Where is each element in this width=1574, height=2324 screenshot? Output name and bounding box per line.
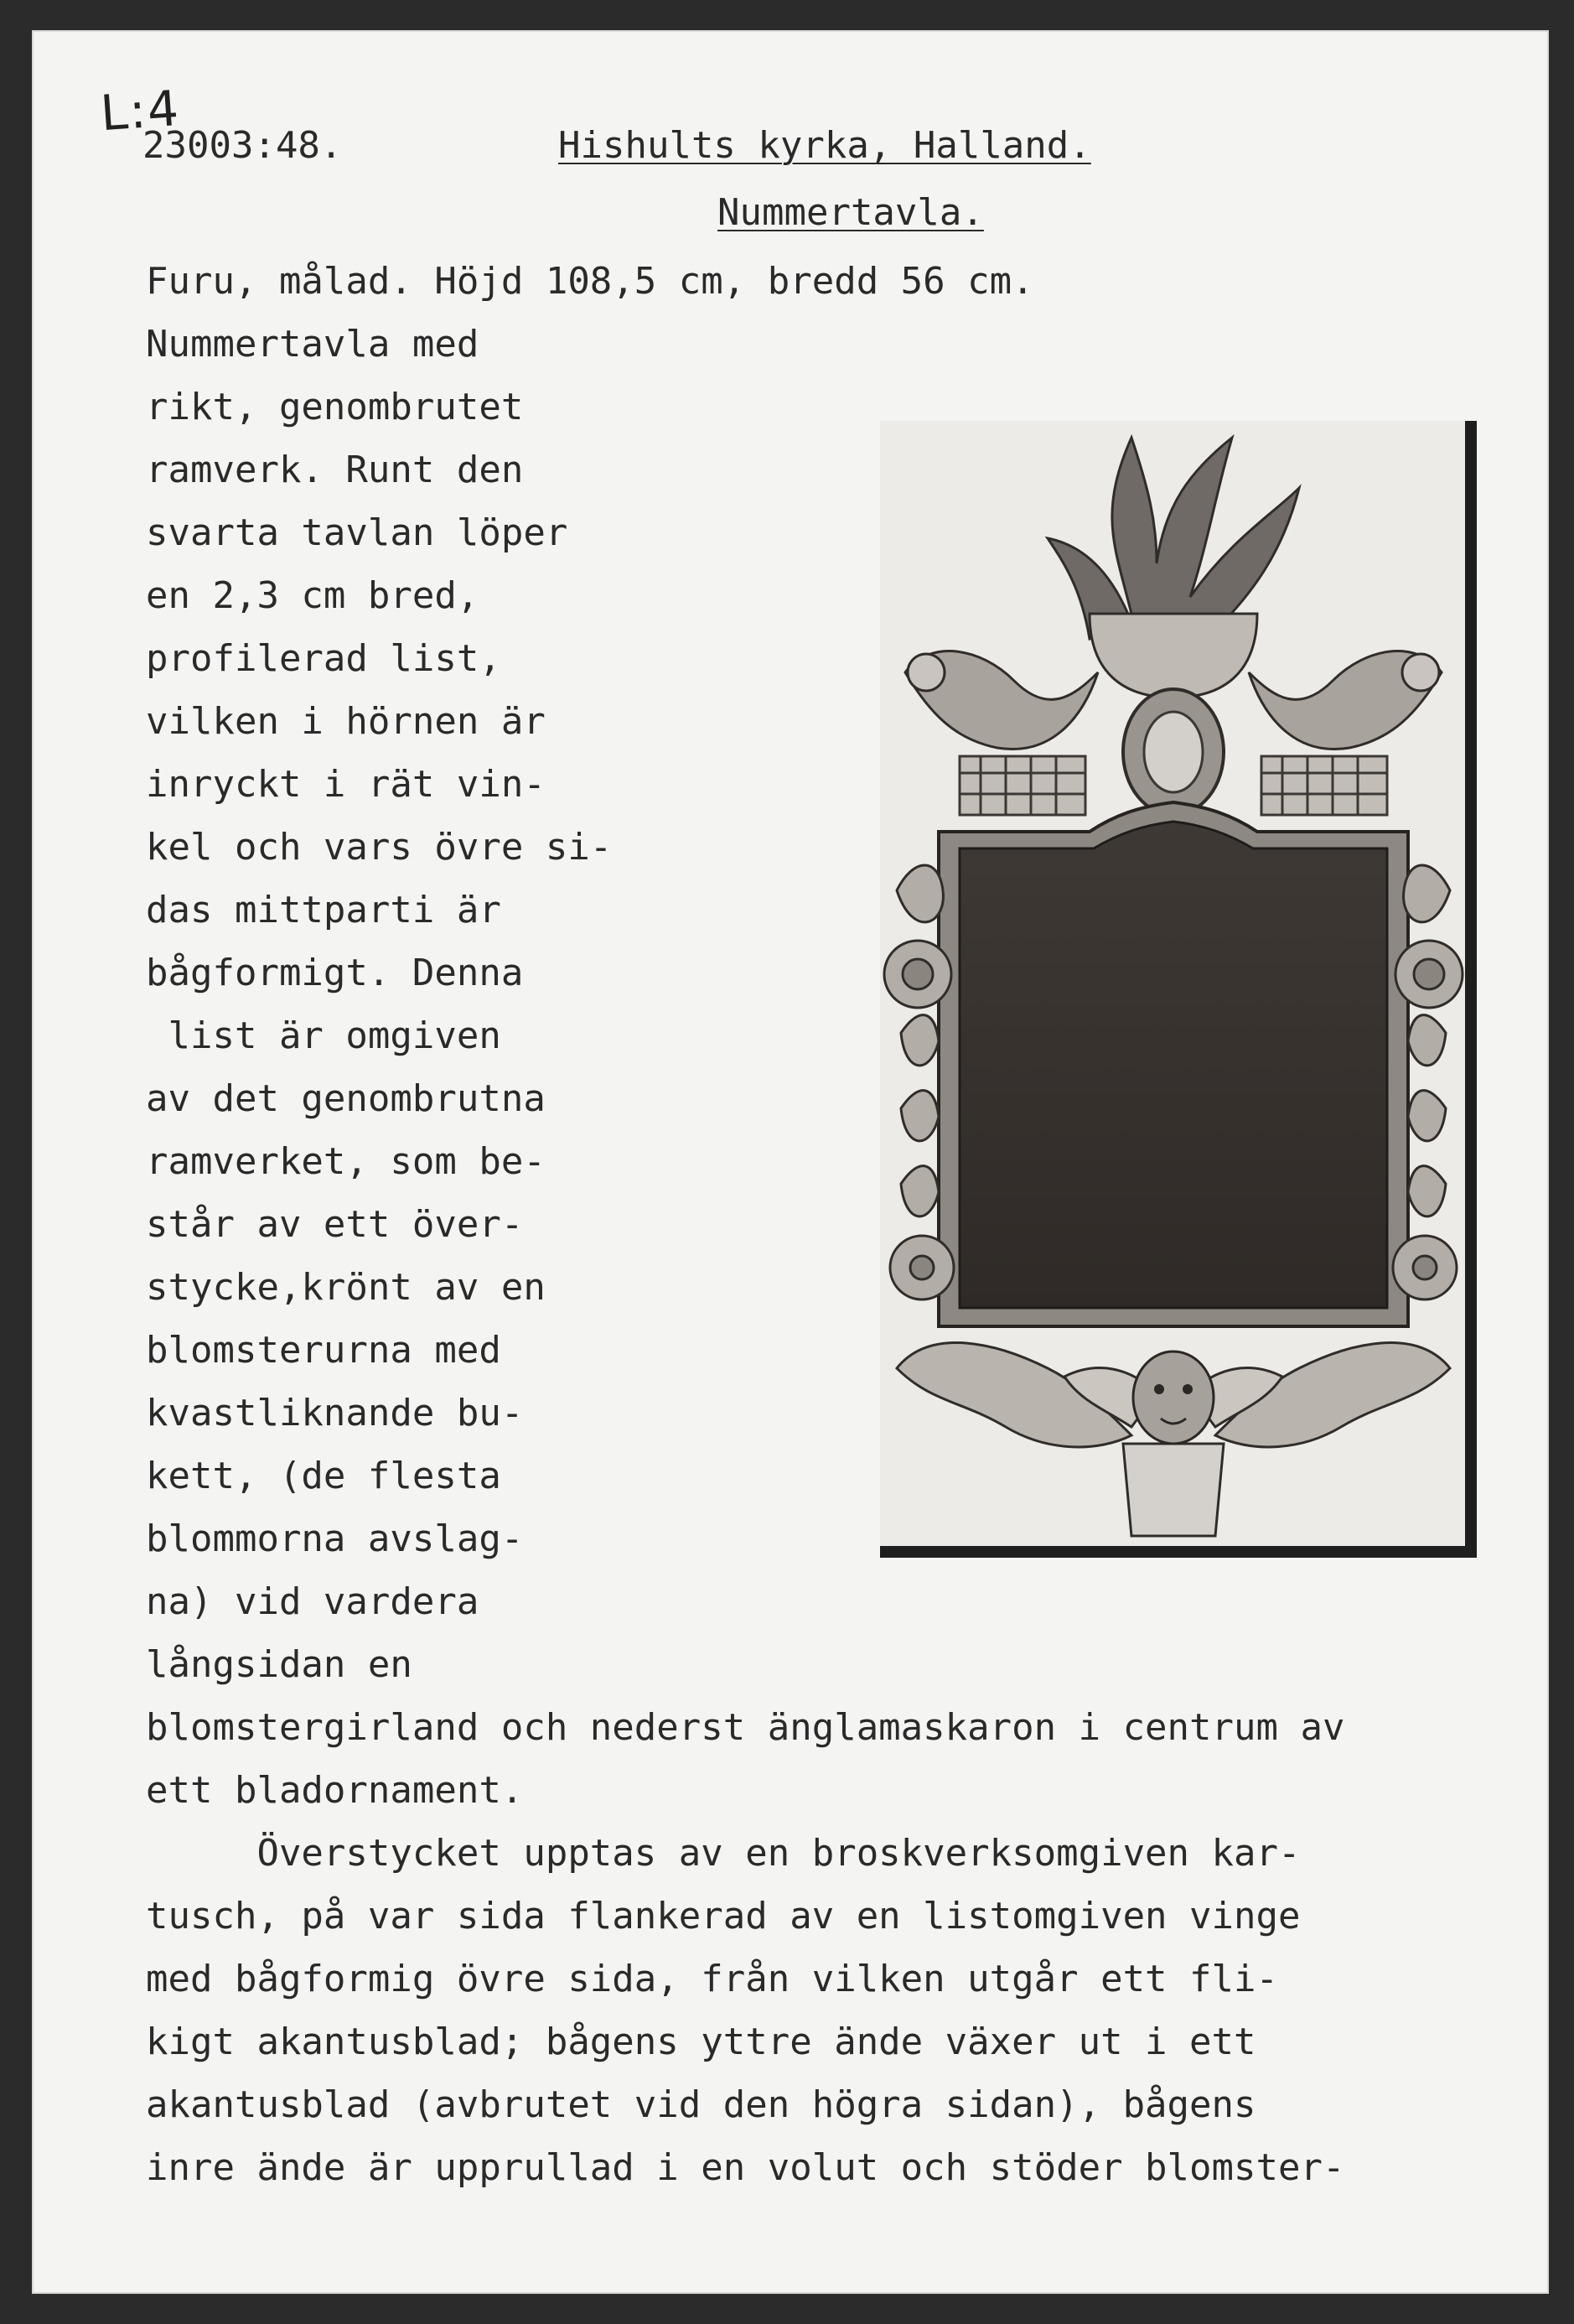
text-line: ramverk. Runt den: [146, 449, 524, 491]
carved-frame-illustration: [880, 421, 1465, 1546]
text-line: blomstergirland och nederst änglamaskaron i centrum av: [146, 1706, 1345, 1749]
text-line: Nummertavla med: [146, 323, 479, 366]
catalog-number: 23003:48.: [142, 124, 343, 167]
text-line: blommorna avslag-: [146, 1517, 524, 1560]
text-line: profilerad list,: [146, 637, 501, 680]
text-line: das mittparti är: [146, 889, 501, 931]
wide-text-block: [146, 1696, 1344, 2199]
title-line: Hishults kyrka, Halland.: [558, 124, 1091, 167]
text-line: står av ett över-: [146, 1203, 524, 1246]
text-line: kett, (de flesta: [146, 1455, 501, 1497]
text-line: med bågformig övre sida, från vilken utgår ett fli-: [146, 1958, 1279, 2000]
text-line: långsidan en: [146, 1643, 412, 1686]
artifact-photograph: [880, 421, 1477, 1558]
black-board: [960, 822, 1387, 1308]
text-line: kel och vars övre si-: [146, 826, 613, 869]
catalog-card: [32, 30, 1549, 2294]
text-line: blomsterurna med: [146, 1329, 501, 1372]
text-line: en 2,3 cm bred,: [146, 574, 479, 617]
subtitle-line: Nummertavla.: [717, 191, 984, 234]
text-line: bågformigt. Denna: [146, 952, 524, 994]
handwritten-mark: L:4: [98, 79, 183, 143]
text-line: inryckt i rät vin-: [146, 763, 546, 806]
text-line: kigt akantusblad; bågens yttre ände växer ut i ett: [146, 2021, 1256, 2063]
text-line: inre ände är upprullad i en volut och stöder blomster-: [146, 2146, 1345, 2189]
text-line: list är omgiven: [146, 1014, 501, 1057]
narrow-text-block: [146, 313, 612, 1696]
text-line: svarta tavlan löper: [146, 511, 568, 554]
first-line: Furu, målad. Höjd 108,5 cm, bredd 56 cm.: [146, 260, 1034, 303]
lattice-left: [960, 756, 1085, 815]
text-line: tusch, på var sida flankerad av en listomgiven vinge: [146, 1895, 1301, 1938]
text-line: ett bladornament.: [146, 1769, 524, 1812]
text-line: ramverket, som be-: [146, 1140, 546, 1183]
text-line: kvastliknande bu-: [146, 1392, 524, 1434]
text-line: vilken i hörnen är: [146, 700, 546, 743]
lattice-right: [1261, 756, 1387, 815]
text-line: av det genombrutna: [146, 1077, 546, 1120]
text-line: Överstycket upptas av en broskverksomgiven kar-: [146, 1832, 1301, 1875]
text-line: stycke,krönt av en: [146, 1266, 546, 1309]
text-line: akantusblad (avbrutet vid den högra sidan), bågens: [146, 2083, 1256, 2126]
text-line: rikt, genombrutet: [146, 386, 524, 428]
text-line: na) vid vardera: [146, 1580, 479, 1623]
